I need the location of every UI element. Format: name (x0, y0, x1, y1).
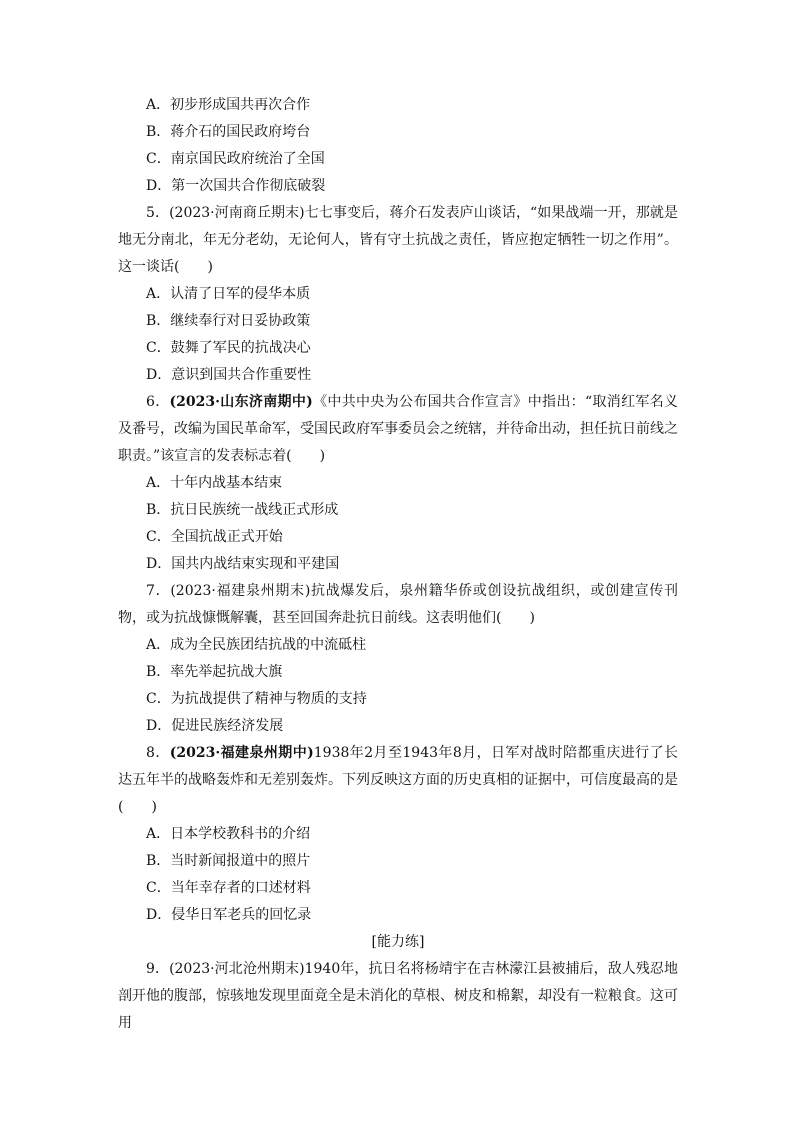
q8-option-c: C．当年幸存者的口述材料 (146, 880, 311, 896)
section-title: [能力练] (371, 934, 425, 950)
q8-number: 8． (146, 745, 170, 761)
q7-stem: 抗战爆发后，泉州籍华侨或创设抗战组织，或创建宣传刊物，或为抗战慷慨解囊，甚至回国奔赴抗日前线。这表明他们( ) (118, 583, 678, 626)
q8-option-d: D．侵华日军老兵的回忆录 (146, 907, 312, 923)
q4-option-c: C．南京国民政府统治了全国 (146, 151, 325, 167)
q7-option-d: D．促进民族经济发展 (146, 718, 284, 734)
q4-option-d: D．第一次国共合作彻底破裂 (146, 178, 326, 194)
question-5 (118, 200, 678, 281)
q5-option-b: B．继续奉行对日妥协政策 (146, 313, 311, 329)
q7-option-c: C．为抗战提供了精神与物质的支持 (146, 691, 367, 707)
q9-number: 9． (146, 961, 170, 977)
q6-option-b: B．抗日民族统一战线正式形成 (146, 502, 339, 518)
question-8 (118, 740, 678, 821)
q5-option-c: C．鼓舞了军民的抗战决心 (146, 340, 311, 356)
question-9 (118, 956, 678, 1037)
q8-stem: 1938年2月至1943年8月，日军对战时陪都重庆进行了长达五年半的战略轰炸和无差别轰炸。下列反映这方面的历史真相的证据中，可信度最高的是( ) (118, 745, 678, 815)
q6-option-d: D．国共内战结束实现和平建国 (146, 556, 340, 572)
q6-stem: 《中共中央为公布国共合作宣言》中指出：“取消红军名义及番号，改编为国民革命军，受国民政府军事委员会之统辖，并待命出动，担任抗日前线之职责。”该宣言的发表标志着( ) (118, 394, 678, 464)
q8-option-a: A．日本学校教科书的介绍 (146, 826, 311, 842)
q6-option-c: C．全国抗战正式开始 (146, 529, 283, 545)
q7-number: 7． (146, 583, 171, 599)
question-7 (118, 578, 678, 632)
q5-number: 5． (146, 205, 170, 221)
question-6 (118, 389, 678, 470)
q7-option-a: A．成为全民族团结抗战的中流砥柱 (146, 637, 367, 653)
exam-page (118, 92, 678, 1037)
q9-source: (2023·河北沧州期末) (169, 961, 305, 977)
q5-option-a: A．认清了日军的侵华本质 (146, 286, 311, 302)
q4-option-b: B．蒋介石的国民政府垮台 (146, 124, 311, 140)
q6-option-a: A．十年内战基本结束 (146, 475, 283, 491)
q5-stem: 七七事变后，蒋介石发表庐山谈话，“如果战端一开，那就是地无分南北，年无分老幼，无论何人，皆有守土抗战之责任，皆应抱定牺牲一切之作用”。这一谈话( ) (118, 205, 678, 275)
q7-option-b: B．率先举起抗战大旗 (146, 664, 283, 680)
q7-source: (2023·福建泉州期末) (170, 583, 311, 599)
q5-option-d: D．意识到国共合作重要性 (146, 367, 312, 383)
q6-source: (2023·山东济南期中) (169, 394, 313, 410)
q8-source: (2023·福建泉州期中) (169, 745, 314, 761)
q6-number: 6． (146, 394, 170, 410)
q8-option-b: B．当时新闻报道中的照片 (146, 853, 311, 869)
q5-source: (2023·河南商丘期末) (169, 205, 305, 221)
q9-stem: 1940年，抗日名将杨靖宇在吉林濛江县被捕后，敌人残忍地剖开他的腹部，惊骇地发现里面竟全是未消化的草根、树皮和棉絮，却没有一粒粮食。这可用 (118, 961, 678, 1031)
q4-option-a: A．初步形成国共再次合作 (146, 97, 311, 113)
